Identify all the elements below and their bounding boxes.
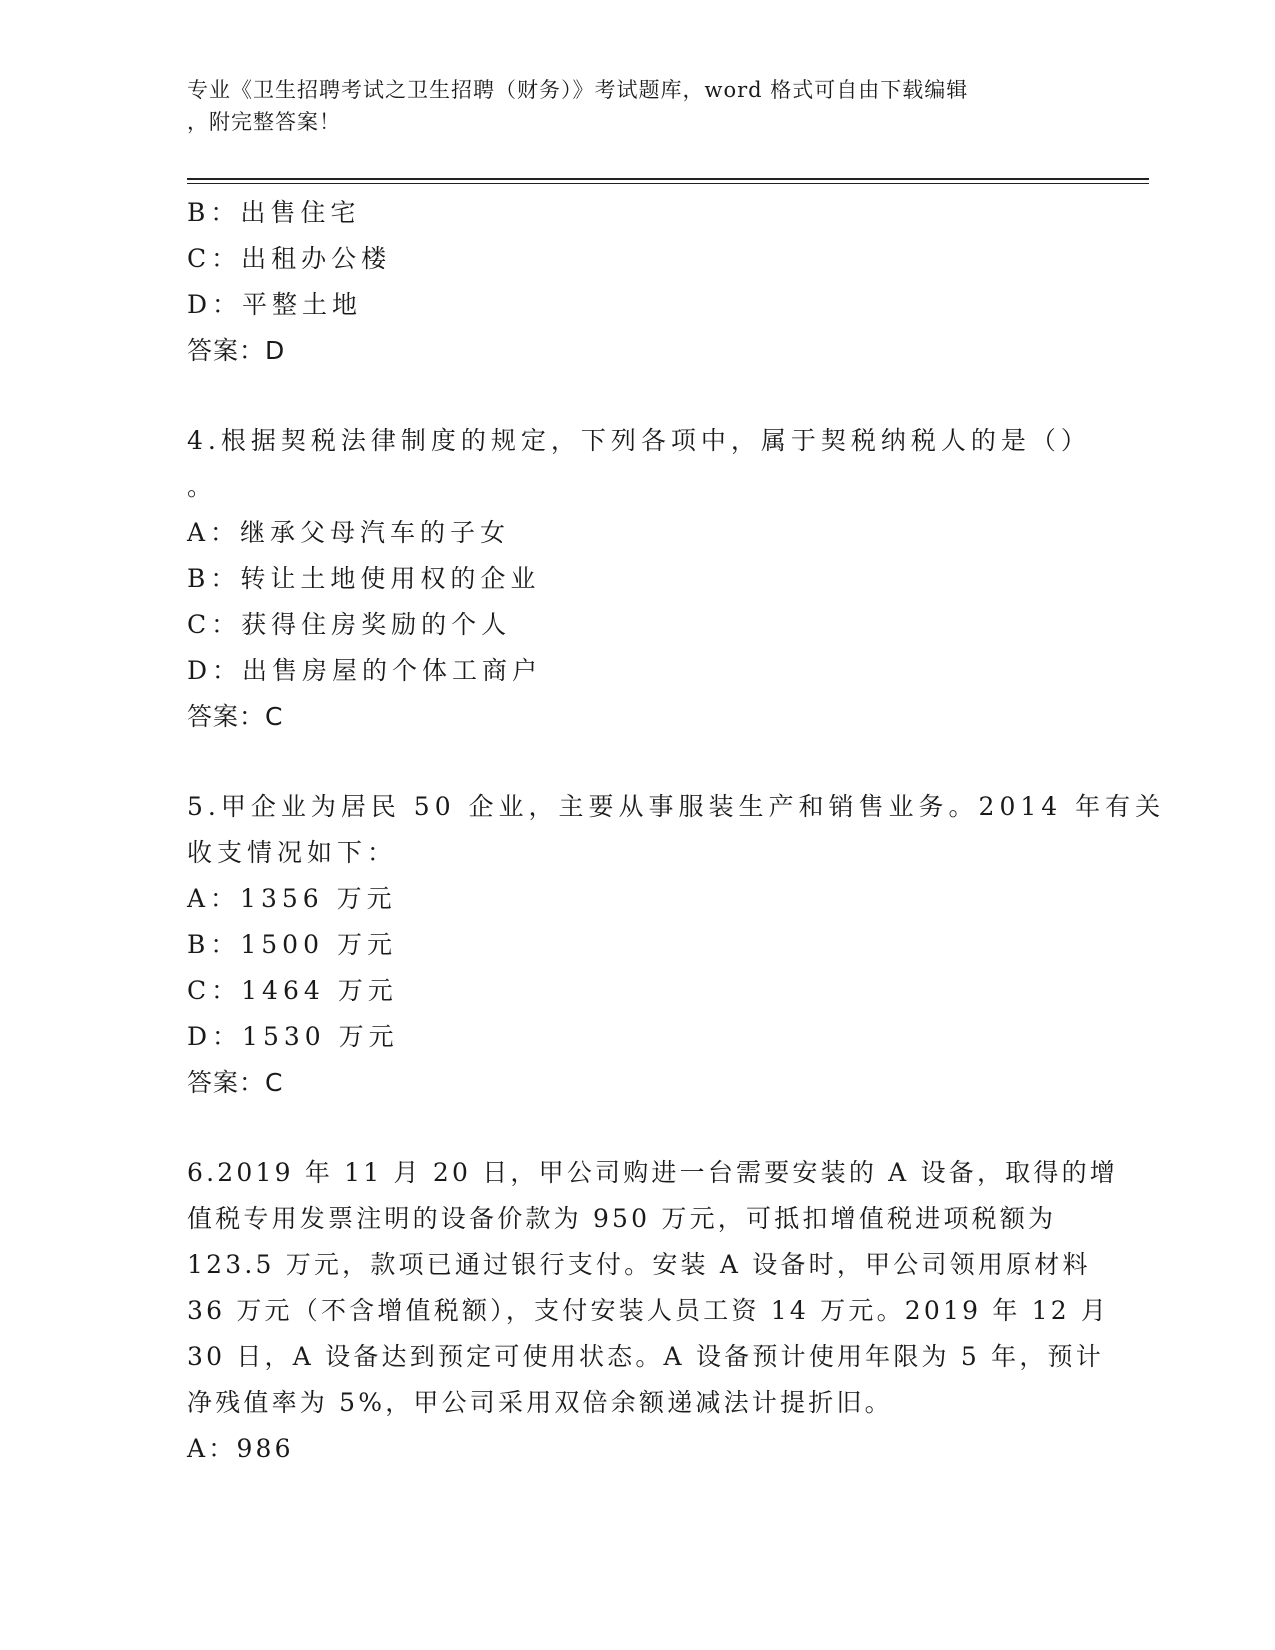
option-a: A：继承父母汽车的子女: [187, 518, 511, 547]
header-divider-thin: [187, 183, 1149, 184]
option-a: A：986: [187, 1434, 294, 1463]
option-b: B：转让土地使用权的企业: [187, 564, 541, 593]
option-a: A：1356 万元: [187, 884, 397, 913]
header-divider-thick: [187, 178, 1149, 180]
option-b: B：1500 万元: [187, 930, 397, 959]
question-3-tail: [187, 190, 1087, 374]
answer: 答案：D: [187, 336, 286, 365]
question-text-line: 。: [187, 472, 218, 501]
question-text-line: 123.5 万元，款项已通过银行支付。安装 A 设备时，甲公司领用原材料: [187, 1250, 1091, 1279]
answer: 答案：C: [187, 702, 284, 731]
option-c: C：获得住房奖励的个人: [187, 610, 512, 639]
question-text-line: 5.甲企业为居民 50 企业，主要从事服装生产和销售业务。2014 年有关: [187, 792, 1166, 821]
question-4: [187, 418, 1091, 740]
option-b: B：出售住宅: [187, 198, 361, 227]
option-d: D：1530 万元: [187, 1022, 399, 1051]
question-text-line: 净残值率为 5%，甲公司采用双倍余额递减法计提折旧。: [187, 1388, 893, 1417]
option-c: C：出租办公楼: [187, 244, 392, 273]
header-line-2: ，附完整答案！: [187, 110, 341, 134]
question-6: [187, 1150, 1118, 1472]
option-d: D：平整土地: [187, 290, 363, 319]
document-body: [187, 190, 1166, 1472]
question-5: [187, 784, 1166, 1106]
answer: 答案：C: [187, 1068, 284, 1097]
question-text-line: 收支情况如下：: [187, 838, 398, 867]
question-text-line: 值税专用发票注明的设备价款为 950 万元，可抵扣增值税进项税额为: [187, 1204, 1057, 1233]
header-line-1: 专业《卫生招聘考试之卫生招聘（财务）》考试题库，word 格式可自由下载编辑: [187, 78, 969, 102]
question-text-line: 6.2019 年 11 月 20 日，甲公司购进一台需要安装的 A 设备，取得的增: [187, 1158, 1118, 1187]
question-text-line: 36 万元（不含增值税额），支付安装人员工资 14 万元。2019 年 12 月: [187, 1296, 1110, 1325]
question-text-line: 4.根据契税法律制度的规定，下列各项中，属于契税纳税人的是（）: [187, 426, 1091, 455]
document-header: [187, 74, 1067, 138]
option-c: C：1464 万元: [187, 976, 398, 1005]
question-text-line: 30 日，A 设备达到预定可使用状态。A 设备预计使用年限为 5 年，预计: [187, 1342, 1104, 1371]
option-d: D：出售房屋的个体工商户: [187, 656, 543, 685]
